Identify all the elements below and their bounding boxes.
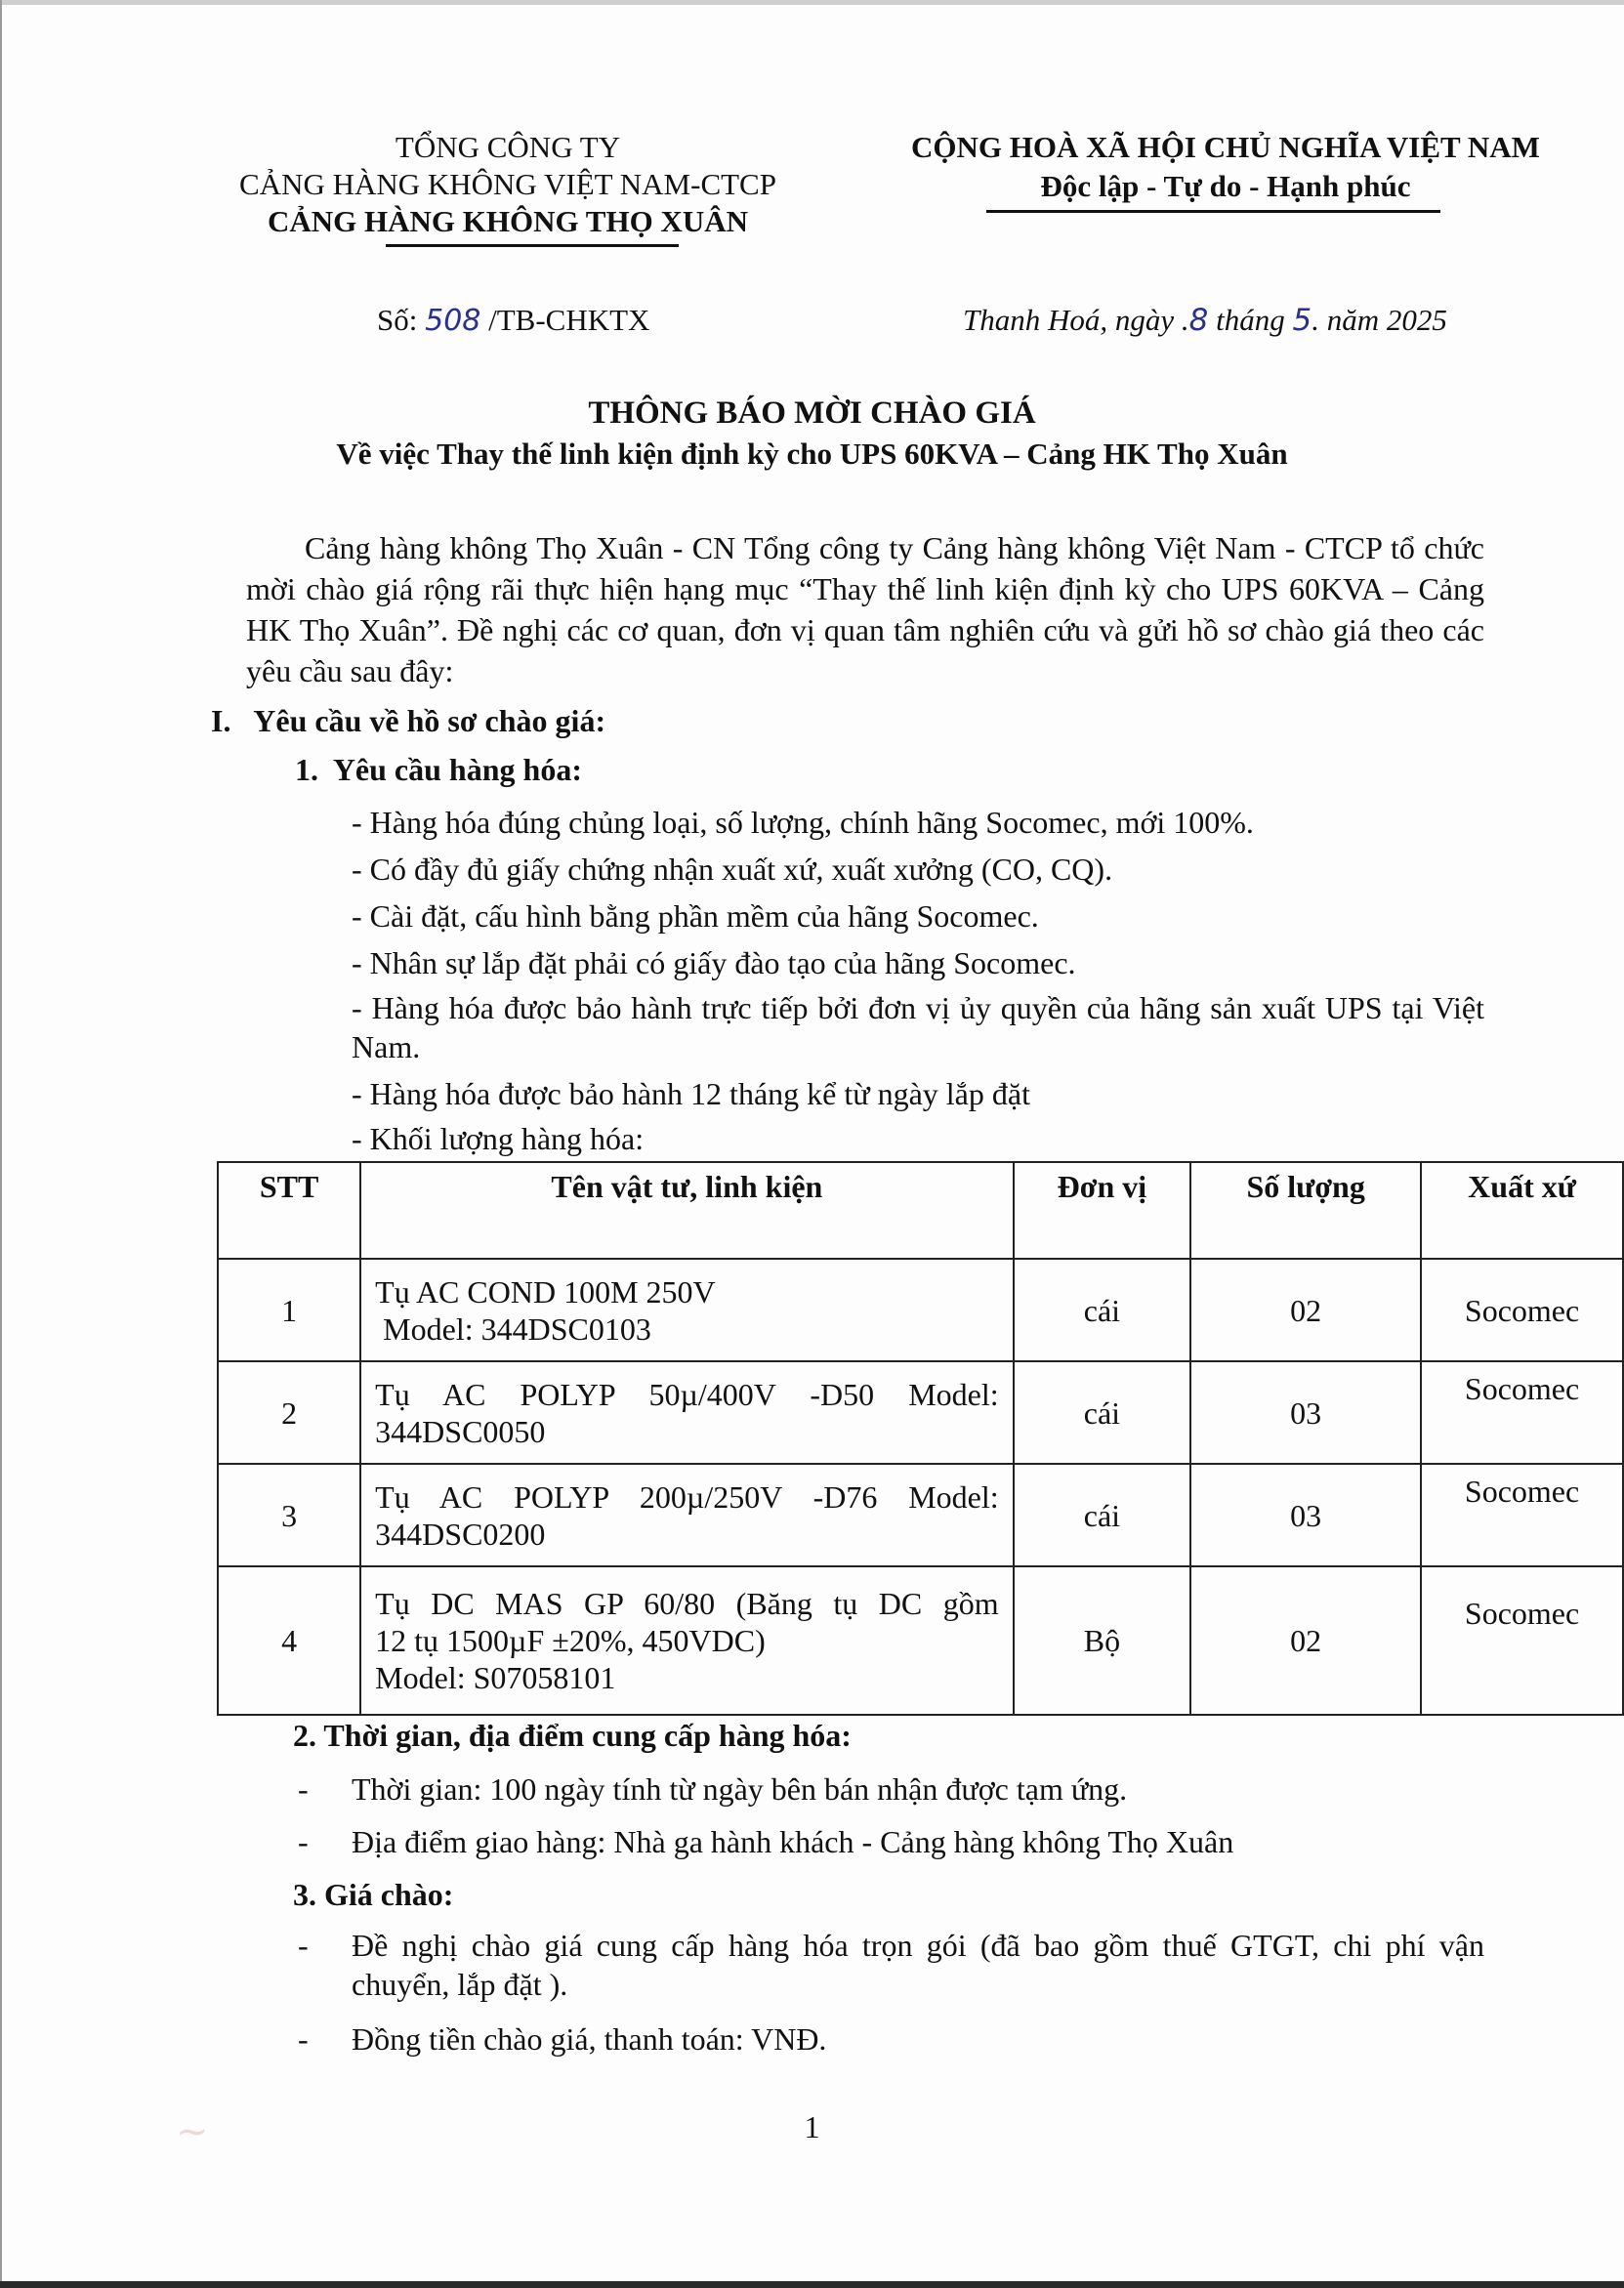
- subsection-1-heading: 1. Yêu cầu hàng hóa:: [295, 752, 582, 787]
- cell-qty: 03: [1190, 1361, 1421, 1464]
- doc-title: THÔNG BÁO MỜI CHÀO GIÁ: [588, 395, 1036, 431]
- cell-origin: Socomec: [1421, 1259, 1623, 1361]
- section-1-heading: I. Yêu cầu về hồ sơ chào giá:: [211, 703, 606, 738]
- bleed-through-mark: ~: [176, 2109, 209, 2154]
- cell-origin: Socomec: [1421, 1566, 1623, 1715]
- page-number: 1: [804, 2109, 820, 2144]
- date-day-handwritten: 8: [1188, 303, 1209, 338]
- table-row: [218, 1464, 1623, 1566]
- cell-qty: 02: [1190, 1566, 1421, 1715]
- national-title: CỘNG HOÀ XÃ HỘI CHỦ NGHĨA VIỆT NAM: [911, 130, 1540, 164]
- price-scope: Đề nghị chào giá cung cấp hàng hóa trọn gói (đã bao gồm thuế GTGT, chi phí vận chuyển, lắp đặt ).: [352, 1928, 1484, 2002]
- bullet-dash: -: [298, 1771, 309, 1807]
- date-prefix: Thanh Hoá, ngày .: [963, 303, 1189, 337]
- date-year: . năm 2025: [1312, 303, 1447, 337]
- col-header-qty-text: Số lượng: [1246, 1169, 1365, 1204]
- org-parent-name: TỔNG CÔNG TY: [395, 130, 621, 164]
- price-currency: Đồng tiền chào giá, thanh toán: VNĐ.: [352, 2021, 827, 2057]
- col-header-qty: [1190, 1162, 1421, 1259]
- doc-number: [377, 303, 649, 338]
- org-unit-name: CẢNG HÀNG KHÔNG THỌ XUÂN: [267, 204, 748, 238]
- scan-edge-left: [0, 0, 2, 2288]
- cell-stt: 4: [218, 1566, 360, 1715]
- header-right-underline: [986, 210, 1440, 213]
- scan-edge-top: [0, 0, 1624, 5]
- doc-number-handwritten: 508: [425, 304, 481, 338]
- cell-name-line: 344DSC0050: [375, 1413, 546, 1449]
- doc-number-suffix: /TB-CHKTX: [488, 303, 650, 337]
- table-row: [218, 1361, 1623, 1464]
- requirement-item: - Cài đặt, cấu hình bằng phần mềm của hãng Socomec.: [352, 898, 1039, 934]
- cell-unit: cái: [1014, 1259, 1191, 1361]
- date-line: [963, 303, 1447, 338]
- doc-number-label: Số:: [377, 303, 418, 337]
- goods-table: [217, 1161, 1624, 1716]
- delivery-location: Địa điểm giao hàng: Nhà ga hành khách - Cảng hàng không Thọ Xuân: [352, 1824, 1234, 1859]
- cell-origin: Socomec: [1421, 1361, 1623, 1464]
- cell-name: [360, 1464, 1013, 1566]
- doc-subtitle: Về việc Thay thế linh kiện định kỳ cho UPS 60KVA – Cảng HK Thọ Xuân: [336, 437, 1288, 471]
- requirement-item: - Khối lượng hàng hóa:: [352, 1121, 645, 1156]
- table-header-row: [218, 1162, 1623, 1259]
- cell-qty: 02: [1190, 1259, 1421, 1361]
- cell-unit: cái: [1014, 1361, 1191, 1464]
- cell-name-line: Tụ AC POLYP 50µ/400V -D50 Model:: [375, 1376, 999, 1412]
- requirement-item: - Hàng hóa được bảo hành 12 tháng kể từ ngày lắp đặt: [352, 1076, 1030, 1111]
- table-row: [218, 1259, 1623, 1361]
- delivery-time: Thời gian: 100 ngày tính từ ngày bên bán nhận được tạm ứng.: [352, 1771, 1128, 1807]
- col-header-name: Tên vật tư, linh kiện: [360, 1162, 1013, 1259]
- cell-name: [360, 1259, 1013, 1361]
- requirement-item: - Có đầy đủ giấy chứng nhận xuất xứ, xuất xưởng (CO, CQ).: [352, 852, 1113, 887]
- table-row: [218, 1566, 1623, 1715]
- col-header-stt: STT: [218, 1162, 360, 1259]
- cell-name: [360, 1361, 1013, 1464]
- cell-origin: Socomec: [1421, 1464, 1623, 1566]
- requirement-item: - Hàng hóa được bảo hành trực tiếp bởi đơn vị ủy quyền của hãng sản xuất UPS tại Việt Nam.: [352, 990, 1484, 1064]
- org-corp-name: CẢNG HÀNG KHÔNG VIỆT NAM-CTCP: [239, 167, 776, 201]
- cell-name-line: 12 tụ 1500µF ±20%, 450VDC): [375, 1623, 766, 1658]
- national-motto: Độc lập - Tự do - Hạnh phúc: [1040, 169, 1411, 203]
- bullet-dash: -: [298, 2021, 309, 2057]
- cell-stt: 2: [218, 1361, 360, 1464]
- cell-name-line: Model: 344DSC0103: [375, 1310, 651, 1347]
- cell-name-line: Tụ AC POLYP 200µ/250V -D76 Model:: [375, 1478, 999, 1515]
- subsection-2-heading: 2. Thời gian, địa điểm cung cấp hàng hóa:: [293, 1718, 852, 1753]
- requirement-item: - Nhân sự lắp đặt phải có giấy đào tạo của hãng Socomec.: [352, 945, 1076, 980]
- cell-name-line: Model: S07058101: [375, 1660, 616, 1695]
- cell-name: [360, 1566, 1013, 1715]
- cell-name-line: Tụ AC COND 100M 250V: [375, 1273, 716, 1310]
- scan-edge-bottom: [0, 2281, 1624, 2288]
- cell-unit: Bộ: [1014, 1566, 1191, 1715]
- cell-name-line: 344DSC0200: [375, 1516, 546, 1552]
- subsection-3-heading: 3. Giá chào:: [293, 1877, 454, 1912]
- bullet-dash: -: [298, 1928, 309, 1963]
- cell-name-line: Tụ DC MAS GP 60/80 (Băng tụ DC gồm: [375, 1586, 999, 1621]
- col-header-unit: Đơn vị: [1014, 1162, 1191, 1259]
- cell-stt: 3: [218, 1464, 360, 1566]
- col-header-origin: Xuất xứ: [1421, 1162, 1623, 1259]
- cell-qty: 03: [1190, 1464, 1421, 1566]
- cell-stt: 1: [218, 1259, 360, 1361]
- requirement-item: - Hàng hóa đúng chủng loại, số lượng, chính hãng Socomec, mới 100%.: [352, 805, 1254, 840]
- bullet-dash: -: [298, 1824, 309, 1859]
- cell-unit: cái: [1014, 1464, 1191, 1566]
- header-left-underline: [386, 244, 679, 247]
- intro-paragraph: Cảng hàng không Thọ Xuân - CN Tổng công ty Cảng hàng không Việt Nam - CTCP tổ chức mời chào giá rộng rãi thực hiện hạng mục “Thay thế linh kiện định kỳ cho UPS 60KVA – Cảng HK Thọ Xuân”. Đề nghị các cơ quan, đơn vị quan tâm nghiên cứu và gửi hồ sơ chào giá theo các yêu cầu sau đây:: [246, 530, 1484, 688]
- date-month-handwritten: 5: [1292, 303, 1312, 338]
- date-month-label: tháng: [1216, 303, 1285, 337]
